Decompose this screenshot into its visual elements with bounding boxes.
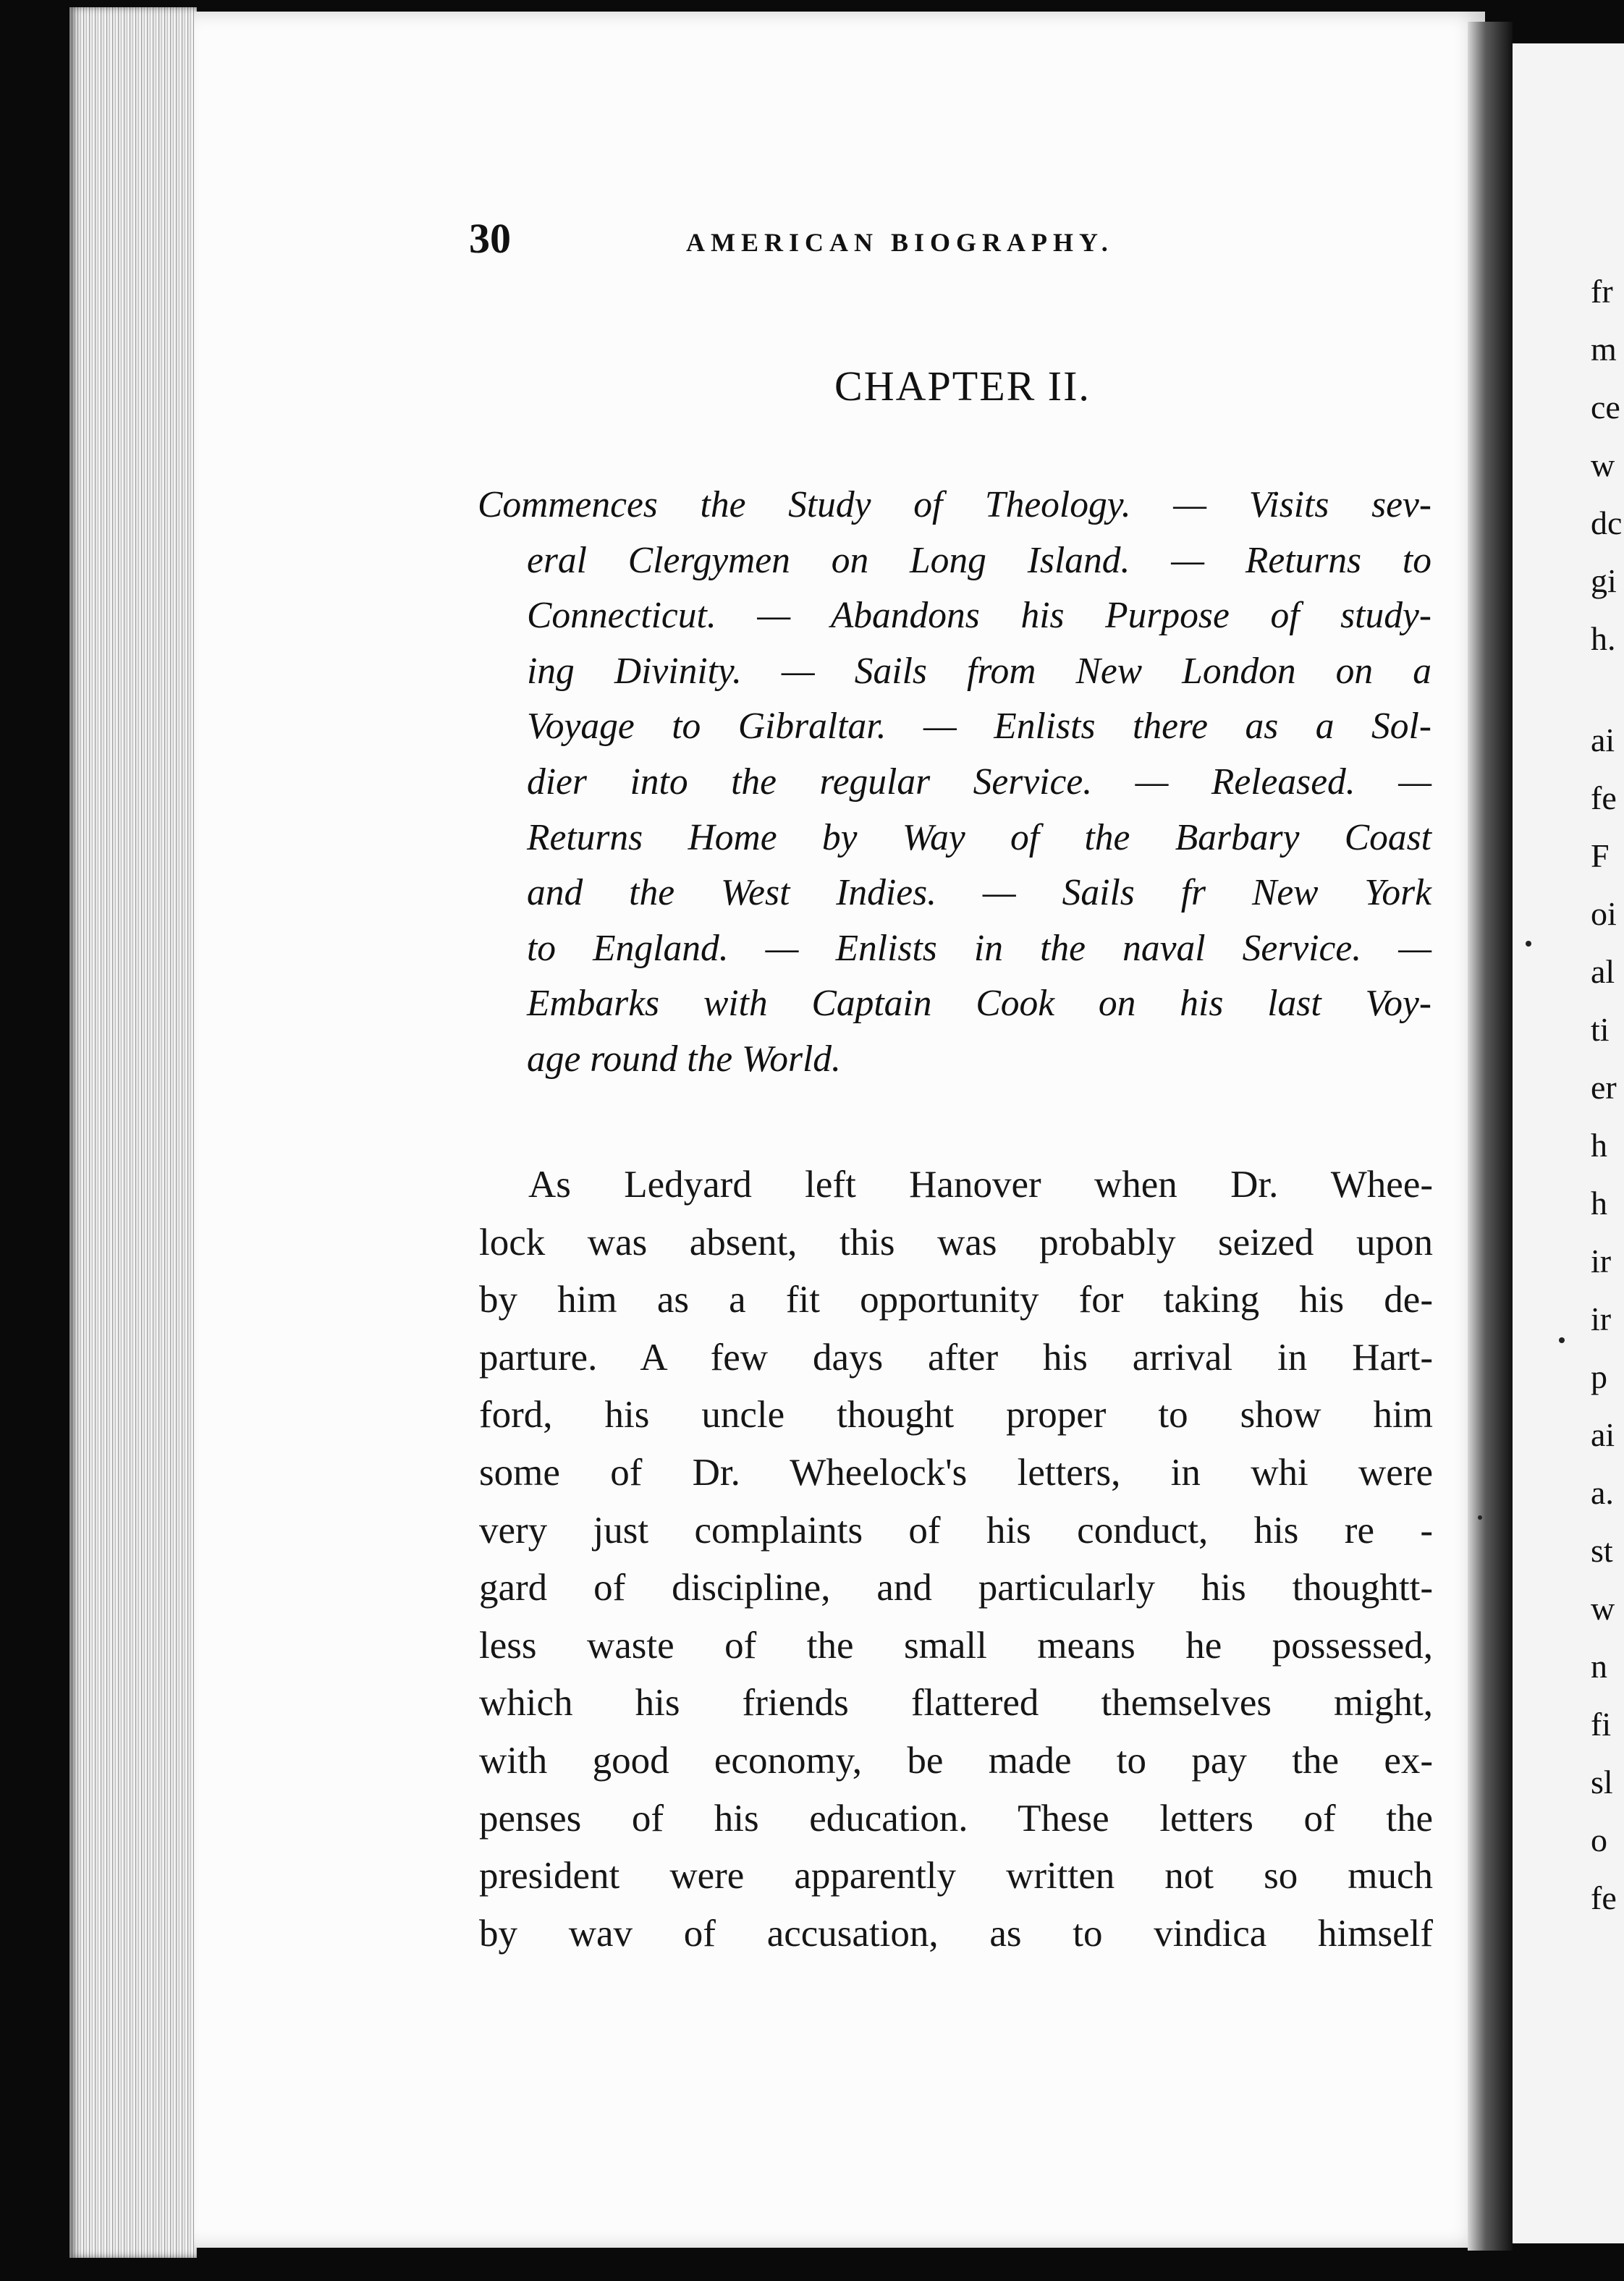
synopsis-line: Returns Home by Way of the Barbary Coast: [527, 816, 1431, 858]
facing-page-fragment: fr: [1591, 273, 1613, 310]
body-line: parture. A few days after his arrival in Hart-: [479, 1336, 1433, 1379]
facing-page-fragment: p: [1591, 1358, 1607, 1395]
facing-page-fragment: ai: [1591, 721, 1615, 758]
facing-page-fragment: fe: [1591, 1879, 1617, 1916]
page-header: [469, 210, 1439, 268]
facing-page-fragment: n: [1591, 1648, 1607, 1685]
book-gutter: [1468, 22, 1513, 2251]
facing-page-fragment: ti: [1591, 1011, 1610, 1048]
facing-page-fragment: h.: [1591, 620, 1616, 657]
body-line: gard of discipline, and particularly his thoughtt-: [479, 1567, 1433, 1609]
dust-speck: [1478, 1515, 1482, 1520]
facing-page-fragment: fe: [1591, 779, 1617, 816]
synopsis-line: dier into the regular Service. — Released. —: [527, 761, 1431, 803]
facing-page-fragment: w: [1591, 1590, 1615, 1627]
facing-page-fragment: o: [1591, 1821, 1607, 1858]
facing-page-fragment: er: [1591, 1069, 1617, 1106]
body-line: with good economy, be made to pay the ex-: [479, 1739, 1433, 1782]
body-line: president were apparently written not so much: [479, 1855, 1433, 1897]
chapter-synopsis: [478, 478, 1431, 1088]
facing-page-fragment: ce: [1591, 389, 1620, 426]
chapter-title: CHAPTER II.: [834, 363, 1091, 410]
facing-page-fragment: oi: [1591, 895, 1617, 932]
facing-page-edge: [1513, 43, 1624, 2243]
dust-speck: [1559, 1337, 1565, 1343]
facing-page-fragment: dc: [1591, 504, 1623, 541]
body-line: less waste of the small means he possessed,: [479, 1624, 1433, 1667]
body-line: very just complaints of his conduct, his re -: [479, 1509, 1433, 1552]
synopsis-line: and the West Indies. — Sails fr New York: [527, 872, 1431, 914]
facing-page-fragment: gi: [1591, 562, 1617, 599]
synopsis-line: age round the World.: [527, 1038, 841, 1080]
facing-page-fragment: h: [1591, 1127, 1607, 1164]
synopsis-line: to England. — Enlists in the naval Service. —: [527, 927, 1431, 969]
synopsis-line: Voyage to Gibraltar. — Enlists there as a Sol-: [527, 706, 1431, 748]
facing-page-fragment: ir: [1591, 1243, 1612, 1279]
facing-page-fragment: sl: [1591, 1764, 1613, 1800]
page-number: 30: [469, 215, 511, 262]
facing-page-fragment: h: [1591, 1185, 1607, 1222]
synopsis-line: Commences the Study of Theology. — Visits sev-: [478, 484, 1431, 525]
page-edges: [69, 7, 197, 2258]
body-line: which his friends flattered themselves might,: [479, 1682, 1433, 1724]
facing-page-fragment: ai: [1591, 1416, 1615, 1453]
body-line: by wav of accusation, as to vindica himself: [479, 1912, 1433, 1955]
facing-page-fragment: ir: [1591, 1300, 1612, 1337]
facing-page-fragment: al: [1591, 953, 1615, 990]
body-line: As Ledyard left Hanover when Dr. Whee-: [528, 1164, 1433, 1206]
body-line: lock was absent, this was probably seized upon: [479, 1221, 1433, 1264]
dust-speck: [1526, 941, 1531, 947]
body-line: penses of his education. These letters of the: [479, 1797, 1433, 1840]
running-head: AMERICAN BIOGRAPHY.: [686, 228, 1114, 257]
synopsis-line: Embarks with Captain Cook on his last Voy-: [527, 983, 1431, 1025]
facing-page-fragment: st: [1591, 1532, 1613, 1569]
synopsis-line: eral Clergymen on Long Island. — Returns to: [527, 539, 1431, 581]
body-line: some of Dr. Wheelock's letters, in whi were: [479, 1451, 1433, 1494]
facing-page-fragment: m: [1591, 331, 1617, 368]
body-line: by him as a fit opportunity for taking his de-: [479, 1279, 1433, 1321]
body-text: [479, 1156, 1433, 1963]
synopsis-line: ing Divinity. — Sails from New London on a: [527, 650, 1431, 692]
facing-page-fragment: a.: [1591, 1474, 1614, 1511]
synopsis-line: Connecticut. — Abandons his Purpose of study-: [527, 595, 1431, 637]
facing-page-fragment: F: [1591, 837, 1610, 874]
body-line: ford, his uncle thought proper to show him: [479, 1394, 1433, 1436]
facing-page-fragment: fi: [1591, 1706, 1612, 1743]
facing-page-fragment: w: [1591, 447, 1615, 483]
